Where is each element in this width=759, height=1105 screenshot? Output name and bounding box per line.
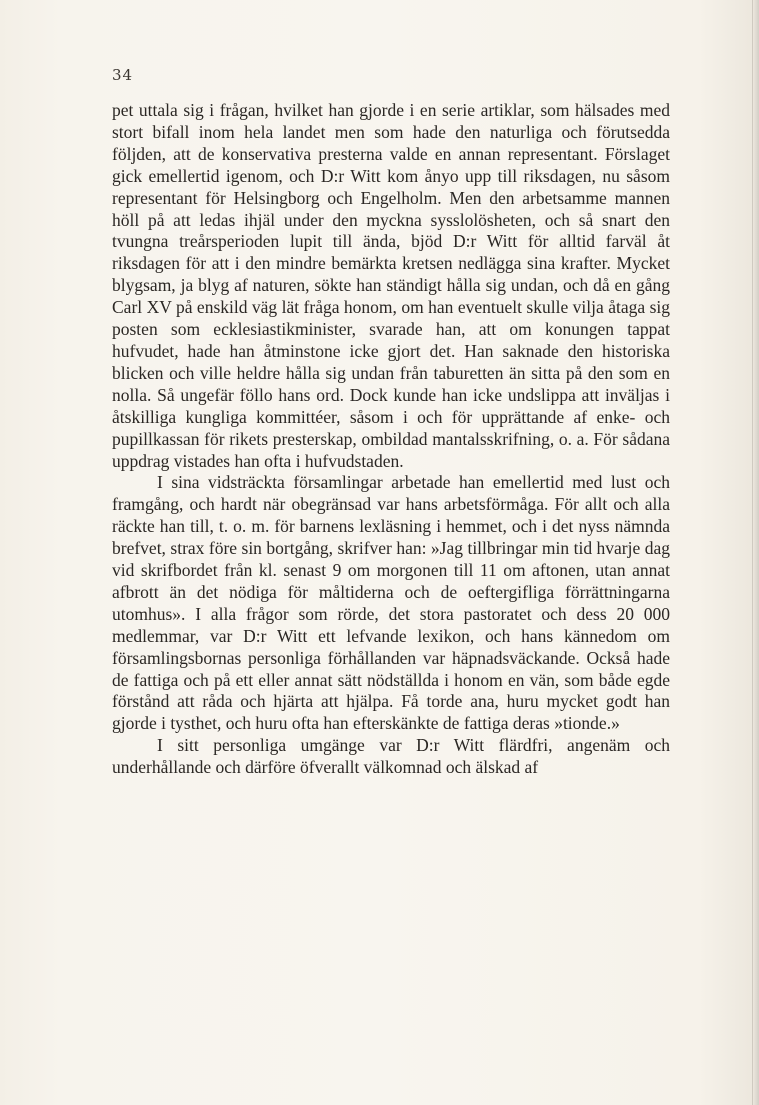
page-edge-shadow: [753, 0, 759, 1105]
paragraph-2: I sina vidsträckta församlingar arbetade han emellertid med lust och framgång, och hardt när obegränsad var hans arbetsförmåga. För allt och alla räckte han till, t. o. m. för barnens lexläsning i hemmet, och i det nyss nämnda brefvet, strax före sin bortgång, skrifver han: »Jag tillbringar min tid hvarje dag vid skrifbordet från kl. senast 9 om morgonen till 11 om aftonen, utan annat afbrott än det nödiga för måltiderna och de oeftergifliga förrättningarna utomhus». I alla frågor som rörde, det stora pastoratet och dess 20 000 medlemmar, var D:r Witt ett lefvande lexikon, och hans kännedom om församlingsbornas personliga förhållanden var häpnadsväckande. Också hade de fattiga och på ett eller annat sätt nödställda i honom en vän, som både egde förstånd att råda och hjärta att hjälpa. Få torde ana, huru mycket godt han gjorde i tysthet, och huru ofta han efterskänkte de fattiga deras »tionde.»: [112, 472, 670, 734]
page-fold-line: [752, 0, 753, 1105]
paragraph-3: I sitt personliga umgänge var D:r Witt flärdfri, angenäm och underhållande och därföre öfverallt välkomnad och älskad af: [112, 735, 670, 778]
page-number: 34: [112, 66, 134, 84]
paragraph-1: pet uttala sig i frågan, hvilket han gjorde i en serie artiklar, som hälsades med stort bifall inom hela landet men som hade den naturliga och förutsedda följden, att de konservativa presterna valde en annan representant. Förslaget gick emellertid igenom, och D:r Witt kom ånyo upp till riksdagen, nu såsom representant för Helsingborg och Engelholm. Men den arbetsamme mannen höll på att ledas ihjäl under den myckna sysslolösheten, och så snart den tvungna treårsperioden lupit till ända, bjöd D:r Witt för alltid farväl åt riksdagen för att i den mindre bemärkta kretsen nedlägga sina krafter. Mycket blygsam, ja blyg af naturen, sökte han ständigt hålla sig undan, och då en gång Carl XV på enskild väg lät fråga honom, om han eventuelt skulle vilja åtaga sig posten som ecklesiastikminister, svarade han, att om konungen tappat hufvudet, hade han åtminstone icke gjort det. Han saknade den historiska blicken och ville heldre hålla sig undan från taburetten än sitta på den som en nolla. Så ungefär föllo hans ord. Dock kunde han icke undslippa att inväljas i åtskilliga kungliga kommittéer, såsom i och för upprättande af enke- och pupillkassan för rikets presterskap, ombildad mantalsskrifning, o. a. För sådana uppdrag vistades han ofta i hufvudstaden.: [112, 100, 670, 471]
body-text: [112, 100, 670, 779]
